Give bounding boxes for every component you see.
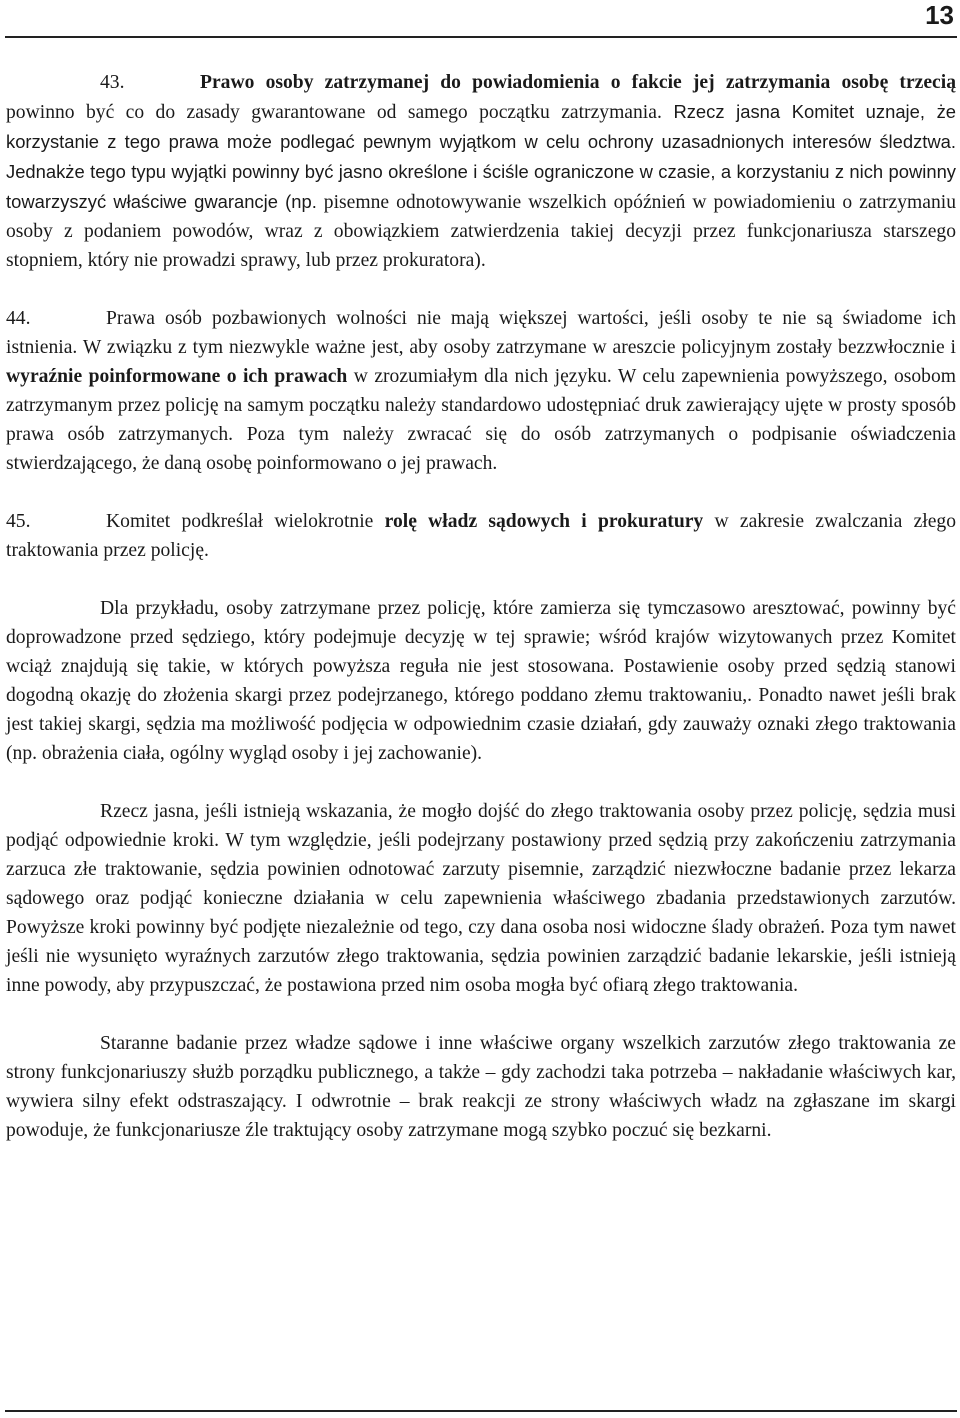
paragraph-text: w zakresie zwalczania złego traktowania przez policję. (6, 511, 957, 561)
paragraph-text: w zrozumiałym dla nich języku. W celu zapewnienia powyższego, osobom zatrzymanym przez policję na samym początku należy standardowo udostępniać druk zawierający ujęte w prosty sposób prawa osób zatrzymanych. Poza tym należy zwracać się do osób zatrzymanych o podpisanie oświadczenia stwierdzającego, że daną osobę poinformowano o jej prawach. (6, 366, 956, 474)
header-rule (5, 36, 957, 38)
page-number: 13 (925, 0, 954, 30)
paragraph-number: 45. (6, 511, 31, 532)
bold-emphasis: rolę władz sądowych i prokuratury (384, 511, 704, 532)
paragraph-examination: Staranne badanie przez władze sądowe i inne właściwe organy wszelkich zarzutów złego traktowania ze strony funkcjonariuszy służb porządku publicznego, a także – gdy zachodzi taka potrzeba – nakładanie właściwych kar, wywiera silny efekt odstraszający. I odwrotnie – brak reakcji ze strony właściwych władz na zgłaszane im skargi powoduje, że funkcjonariusze źle traktujący osoby zatrzymane mogą szybko poczuć się bezkarni. (6, 1033, 956, 1141)
paragraph-text-sans: Rzecz jasna Komitet uznaje, że korzystanie z tego prawa może podlegać pewnym wyjątkom w celu ochrony uzasadnionych interesów śledztwa. Jednakże tego typu wyjątki powinny być jasno określone i ściśle ograniczone w czasie, a korzystaniu z nich powinny towarzyszyć właściwe gwarancje (np. (6, 101, 956, 212)
bold-emphasis: wyraźnie poinformowane o ich prawach (6, 366, 348, 387)
paragraph-number: 44. (6, 308, 31, 329)
paragraph-text: Komitet podkreślał wielokrotnie (106, 511, 385, 532)
footer-rule (5, 1410, 957, 1412)
bold-heading: Prawo osoby zatrzymanej do powiadomienia o fakcie jej zatrzymania osobę trzecią (200, 72, 956, 93)
paragraph-indications: Rzecz jasna, jeśli istnieją wskazania, że mogło dojść do złego traktowania osoby przez policję, sędzia musi podjąć odpowiednie kroki. W tym względzie, jeśli podejrzany postawiony przed sędzią przy zakończeniu zatrzymania zarzuca złe traktowanie, sędzia powinien odnotować zarzuty pisemnie, zarządzić niezwłoczne badanie przez lekarza sądowego oraz podjąć konieczne działania w celu zapewnienia właściwego zbadania przedstawionych zarzutów. Powyższe kroki powinny być podjęte niezależnie od tego, czy dana osoba nosi widoczne ślady obrażeń. Poza tym nawet jeśli nie wysunięto wyraźnych zarzutów złego traktowania, sędzia powinien zarządzić badanie lekarskie, jeśli istnieją inne powody, aby przypuszczać, że postawiona przed nim osoba mogła być ofiarą złego traktowania. (6, 801, 956, 996)
paragraph-44 (6, 304, 956, 478)
paragraph-text: pisemne odnotowywanie wszelkich opóźnień w powiadomieniu o zatrzymaniu osoby z podaniem powodów, wraz z obowiązkiem zatwierdzenia takiej decyzji przez funkcjonariusza starszego stopniem, który nie prowadzi sprawy, lub przez prokuratora). (6, 192, 956, 271)
paragraph-text: Prawa osób pozbawionych wolności nie mają większej wartości, jeśli osoby te nie są świadome ich istnienia. W związku z tym niezwykle ważne jest, aby osoby zatrzymane w areszcie policyjnym zostały bezzwłocznie i (6, 308, 956, 358)
paragraph-45 (6, 507, 956, 565)
paragraph-number: 43. (100, 72, 125, 93)
paragraph-example: Dla przykładu, osoby zatrzymane przez policję, które zamierza się tymczasowo aresztować, powinny być doprowadzone przed sędziego, który podejmuje decyzję w tej sprawie; wśród krajów wizytowanych przez Komitet wciąż znajdują się takie, w których powyższa reguła nie jest stosowana. Postawienie osoby przed sędzią stanowi dogodną okazję do złożenia skargi przez podejrzanego, którego poddano złemu traktowaniu,. Ponadto nawet jeśli brak jest takiej skargi, sędzia ma możliwość podjęcia w odpowiednim czasie działań, gdy zauważy oznaki złego traktowania (np. obrażenia ciała, ogólny wygląd osoby i jej zachowanie). (6, 598, 956, 764)
paragraph-text: powinno być co do zasady gwarantowane od samego początku zatrzymania. (6, 102, 662, 123)
paragraph-43 (6, 68, 956, 275)
document-body (6, 68, 956, 1174)
